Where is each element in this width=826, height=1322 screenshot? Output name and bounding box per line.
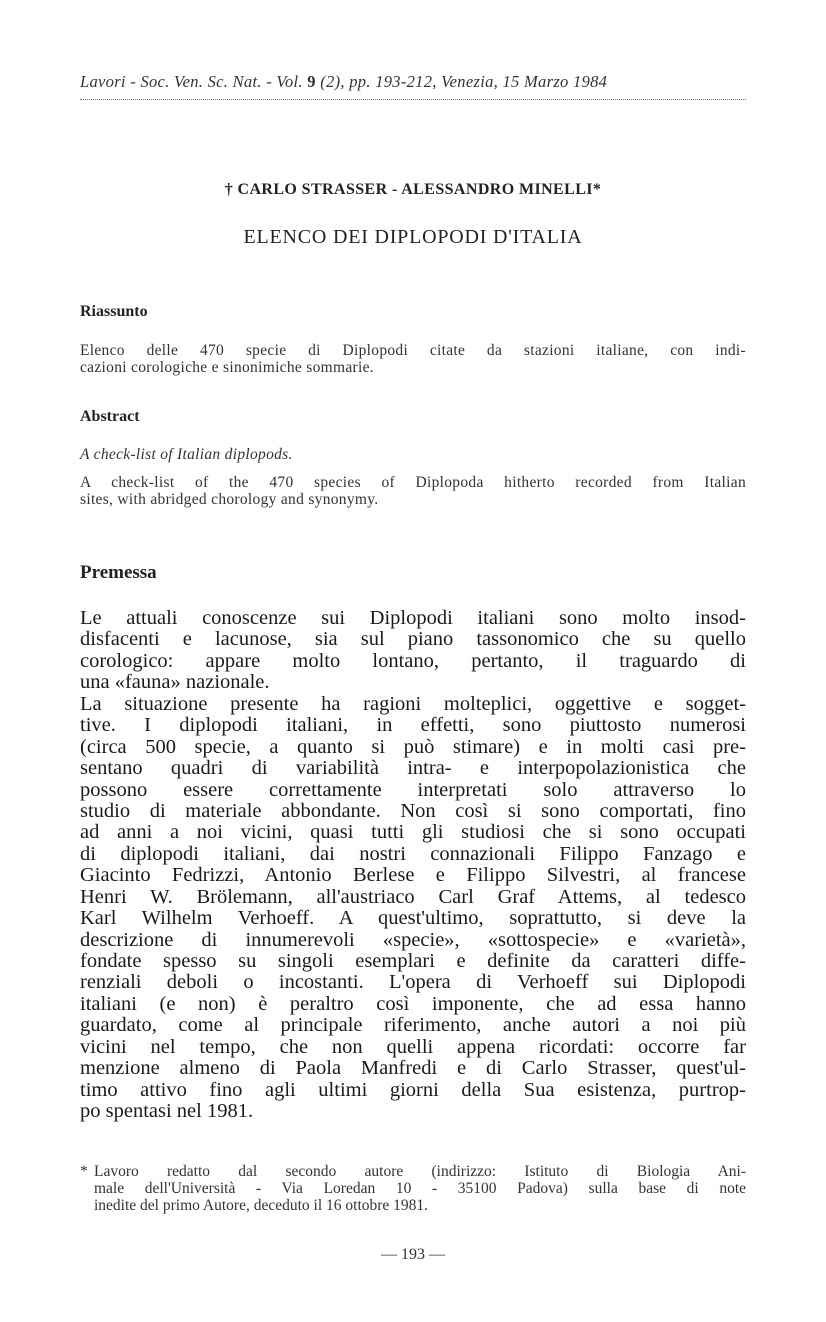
premessa-body (80, 608, 746, 1123)
premessa-line: sentano quadri di variabilità intra- e interpopolazionistica che (80, 757, 746, 780)
premessa-line: menzione almeno di Paola Manfredi e di Carlo Strasser, quest'ul- (80, 1057, 746, 1080)
premessa-line: fondate spesso su singoli esemplari e definite da caratteri diffe- (80, 950, 746, 972)
journal-header (80, 72, 746, 92)
premessa-line: renziali deboli o incostanti. L'opera di Verhoeff sui Diplopodi (80, 971, 746, 994)
premessa-line: disfacenti e lacunose, sia sul piano tassonomico che su quello (80, 628, 746, 651)
premessa-line: corologico: appare molto lontano, pertanto, il traguardo di (80, 649, 746, 672)
abstract-subtitle: A check-list of Italian diplopods. (80, 446, 293, 463)
riassunto-text (80, 342, 746, 376)
premessa-line: po spentasi nel 1981. (80, 1100, 254, 1123)
riassunto-line: Elenco delle 470 specie di Diplopodi citate da stazioni italiane, con indi- (80, 342, 746, 359)
premessa-line: ad anni a noi vicini, quasi tutti gli studiosi che si sono occupati (80, 821, 746, 844)
journal-volume: 9 (307, 72, 316, 91)
premessa-line: Giacinto Fedrizzi, Antonio Berlese e Filippo Silvestri, al francese (80, 864, 746, 887)
page-number: — 193 — (381, 1246, 445, 1263)
abstract-heading: Abstract (80, 408, 140, 425)
footnote-line: inedite del primo Autore, deceduto il 16 ottobre 1981. (94, 1197, 429, 1214)
premessa-line: studio di materiale abbondante. Non così si sono comportati, fino (80, 799, 746, 822)
premessa-line: di diplopodi italiani, dai nostri connazionali Filippo Fanzago e (80, 842, 746, 865)
premessa-heading: Premessa (80, 562, 157, 583)
premessa-line: una «fauna» nazionale. (80, 671, 270, 694)
footnote-line: male dell'Università - Via Loredan 10 - 35100 Padova) sulla base di note (94, 1180, 746, 1197)
journal-citation-end: (2), pp. 193-212, Venezia, 15 Marzo 1984 (315, 72, 608, 91)
premessa-line: descrizione di innumerevoli «specie», «sottospecie» e «varietà», (80, 928, 746, 951)
abstract-text (80, 474, 746, 508)
riassunto-heading: Riassunto (80, 303, 148, 320)
journal-citation-start: Lavori - Soc. Ven. Sc. Nat. - Vol. (80, 72, 308, 91)
premessa-line: italiani (e non) è peraltro così imponente, che ad essa hanno (80, 992, 746, 1015)
premessa-line: tive. I diplopodi italiani, in effetti, sono piuttosto numerosi (80, 714, 746, 737)
premessa-line: La situazione presente ha ragioni molteplici, oggettive e sogget- (80, 692, 746, 715)
footnote-marker: * (80, 1163, 88, 1180)
riassunto-line: cazioni corologiche e sinonimiche sommarie. (80, 359, 374, 376)
premessa-line: Henri W. Brölemann, all'austriaco Carl Graf Attems, al tedesco (80, 885, 746, 908)
footnote (80, 1163, 746, 1214)
premessa-line: vicini nel tempo, che non quelli appena ricordati: occorre far (80, 1035, 746, 1058)
authors: † CARLO STRASSER - ALESSANDRO MINELLI* (224, 181, 602, 198)
abstract-line: A check-list of the 470 species of Diplopoda hitherto recorded from Italian (80, 474, 746, 491)
premessa-line: timo attivo fino agli ultimi giorni della Sua esistenza, purtrop- (80, 1078, 746, 1101)
abstract-line: sites, with abridged chorology and synonymy. (80, 491, 379, 508)
premessa-line: (circa 500 specie, a quanto si può stimare) e in molti casi pre- (80, 735, 746, 758)
footnote-line: Lavoro redatto dal secondo autore (indirizzo: Istituto di Biologia Ani- (94, 1163, 746, 1180)
premessa-line: Le attuali conoscenze sui Diplopodi italiani sono molto insod- (80, 607, 746, 629)
premessa-line: Karl Wilhelm Verhoeff. A quest'ultimo, soprattutto, si deve la (80, 907, 746, 930)
paper-title: ELENCO DEI DIPLOPODI D'ITALIA (243, 226, 583, 248)
premessa-line: guardato, come al principale riferimento, anche autori a noi più (80, 1014, 746, 1037)
premessa-line: possono essere correttamente interpretati solo attraverso lo (80, 778, 746, 801)
header-rule (80, 99, 746, 100)
